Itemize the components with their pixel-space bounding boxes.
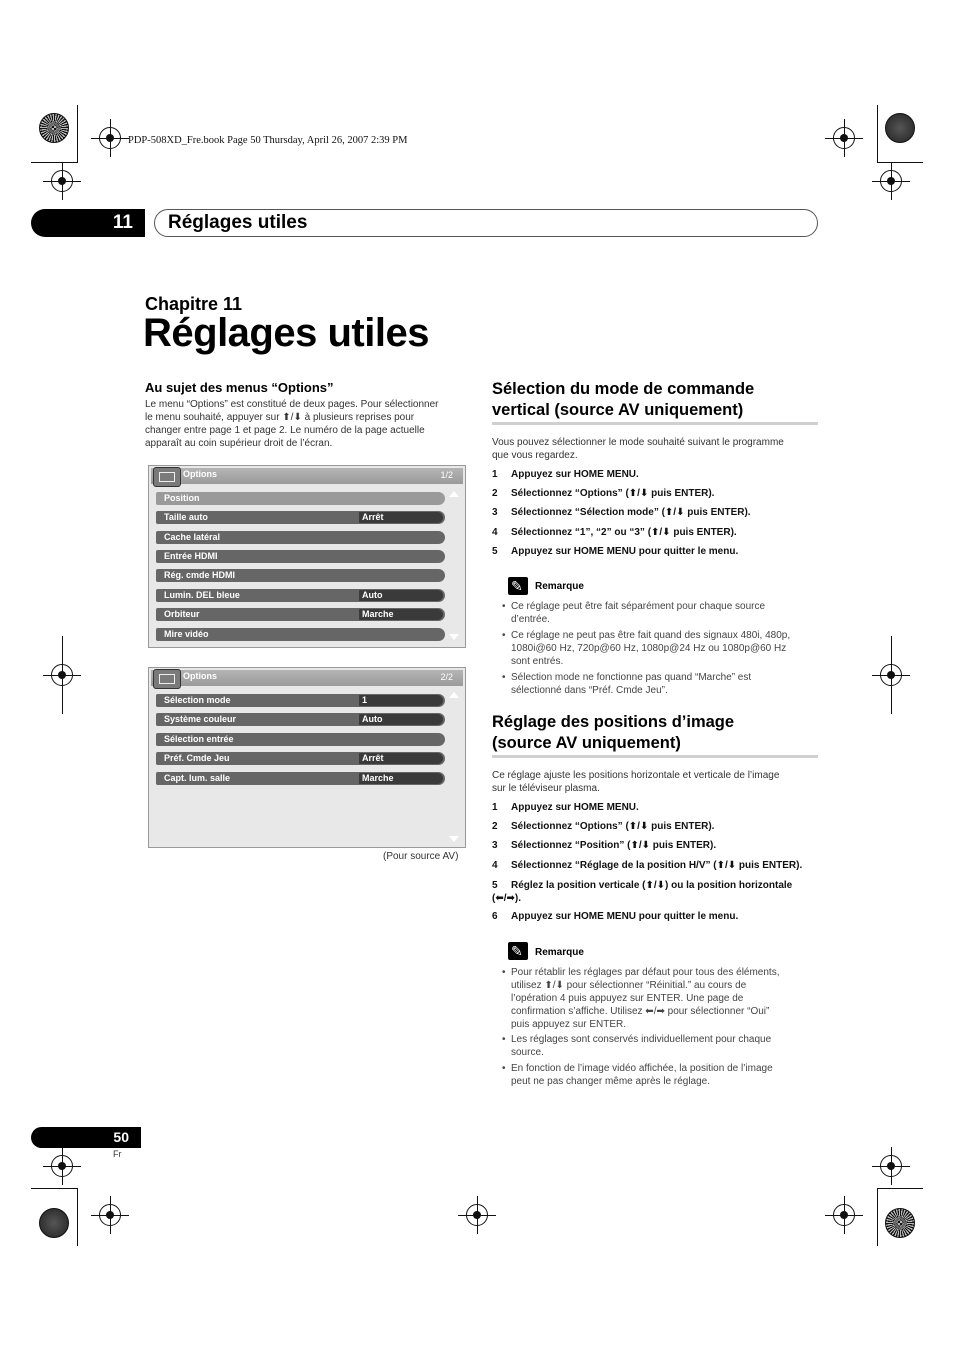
section-divider bbox=[492, 755, 818, 758]
section-title-selection-mode: Sélection du mode de commande vertical (source AV uniquement) bbox=[492, 380, 755, 419]
menu-title: Options bbox=[183, 671, 217, 681]
crop-line bbox=[877, 1188, 923, 1189]
crosshair-mark bbox=[833, 1204, 855, 1226]
crosshair-mark bbox=[880, 170, 902, 192]
tv-menu-icon bbox=[153, 669, 181, 689]
menu-item-value: 1 bbox=[359, 695, 443, 706]
note-label: Remarque bbox=[535, 581, 584, 592]
menu-item-value: Auto bbox=[359, 714, 443, 725]
note-bullet: • Ce réglage ne peut pas être fait quand des signaux 480i, 480p, 1080i@60 Hz, 720p@60 Hz, 1080p@24 Hz ou 1080p@60 Hz sont entrés. bbox=[511, 629, 821, 668]
scroll-down-arrow-icon[interactable] bbox=[449, 836, 459, 842]
menu-item-cache-lateral[interactable]: Cache latéral bbox=[156, 531, 445, 544]
options-paragraph: Le menu “Options” est constitué de deux pages. Pour sélectionner le menu souhaité, appuyer sur ⬆/⬇ à plusieurs reprises pour changer entre page 1 et page 2. Le numéro de la page actuelle apparaît au coin supérieur droit de l’écran. bbox=[145, 399, 439, 449]
menu-item-value: Marche bbox=[359, 773, 443, 784]
chapter-number: 11 bbox=[112, 212, 133, 233]
section-heading-options: Au sujet des menus “Options” bbox=[145, 380, 334, 395]
crosshair-mark bbox=[880, 1155, 902, 1177]
page-number-tab bbox=[31, 1127, 141, 1148]
menu-item-selection-mode[interactable]: Sélection mode 1 bbox=[156, 694, 445, 707]
crop-line bbox=[877, 105, 878, 163]
menu-item-value: Arrêt bbox=[359, 512, 443, 523]
menu-item-value: Auto bbox=[359, 590, 443, 601]
step-item: 2 Sélectionnez “Options” (⬆/⬇ puis ENTER). bbox=[492, 488, 715, 499]
menu-item-taille-auto[interactable]: Taille auto Arrêt bbox=[156, 511, 445, 524]
options-menu-page-1 bbox=[148, 465, 466, 648]
crop-line bbox=[877, 1188, 878, 1246]
crop-line bbox=[31, 1188, 77, 1189]
menu-item-pref-cmde-jeu[interactable]: Préf. Cmde Jeu Arrêt bbox=[156, 752, 445, 765]
page-number: 50 bbox=[113, 1129, 129, 1145]
crop-line bbox=[877, 162, 923, 163]
crosshair-mark bbox=[51, 170, 73, 192]
step-item: 2 Sélectionnez “Options” (⬆/⬇ puis ENTER). bbox=[492, 821, 715, 832]
menu-page-indicator: 2/2 bbox=[440, 672, 453, 682]
note-bullet: • Sélection mode ne fonctionne pas quand “Marche” est sélectionné dans “Préf. Cmde Jeu”. bbox=[511, 671, 821, 697]
crop-line bbox=[77, 105, 78, 163]
registration-sunburst-bottom-right bbox=[885, 1208, 915, 1238]
step-item: 5 Réglez la position verticale (⬆/⬇) ou la position horizontale (⬅/➡). bbox=[492, 880, 793, 904]
crop-line bbox=[62, 636, 63, 714]
crop-line bbox=[77, 1188, 78, 1246]
menu-item-capt-lum-salle[interactable]: Capt. lum. salle Marche bbox=[156, 772, 445, 785]
step-item: 3 Sélectionnez “Sélection mode” (⬆/⬇ puis ENTER). bbox=[492, 507, 751, 518]
options-menu-page-2 bbox=[148, 667, 466, 848]
book-info-line: PDP-508XD_Fre.book Page 50 Thursday, April 26, 2007 2:39 PM bbox=[128, 135, 408, 146]
menu-item-mire-video[interactable]: Mire vidéo bbox=[156, 628, 445, 641]
language-code: Fr bbox=[113, 1149, 122, 1159]
menu-item-entree-hdmi[interactable]: Entrée HDMI bbox=[156, 550, 445, 563]
menu-page-indicator: 1/2 bbox=[440, 470, 453, 480]
crop-line bbox=[31, 162, 77, 163]
tv-menu-icon bbox=[153, 467, 181, 487]
step-item: 5 Appuyez sur HOME MENU pour quitter le menu. bbox=[492, 546, 739, 557]
crosshair-mark bbox=[51, 1155, 73, 1177]
note-bullet: • Pour rétablir les réglages par défaut pour tous des éléments, utilisez ⬆/⬇ pour sélectionner “Réinitial.” au cours de l’opération 4 puis appuyez sur ENTER. Une page de confirmation s’affiche. Utilisez ⬅/➡ pour sélectionner “Oui” puis appuyez sur ENTER. bbox=[511, 966, 821, 1031]
scroll-up-arrow-icon[interactable] bbox=[449, 491, 459, 497]
menu-item-lumin-del-bleue[interactable]: Lumin. DEL bleue Auto bbox=[156, 589, 445, 602]
section1-intro: Vous pouvez sélectionner le mode souhaité suivant le programme que vous regardez. bbox=[492, 437, 784, 461]
registration-sunburst-top-left bbox=[39, 113, 69, 143]
crosshair-mark bbox=[833, 127, 855, 149]
menu-item-value: Marche bbox=[359, 609, 443, 620]
menu-item-selection-entree[interactable]: Sélection entrée bbox=[156, 733, 445, 746]
menu-item-position[interactable]: Position bbox=[156, 492, 445, 505]
note-pencil-icon bbox=[508, 942, 528, 960]
step-item: 4 Sélectionnez “Réglage de la position H/V” (⬆/⬇ puis ENTER). bbox=[492, 860, 803, 871]
registration-sunburst-top-right bbox=[885, 113, 915, 143]
menu-item-value: Arrêt bbox=[359, 753, 443, 764]
menu-caption: (Pour source AV) bbox=[383, 851, 459, 862]
section-divider bbox=[492, 422, 818, 425]
scroll-up-arrow-icon[interactable] bbox=[449, 692, 459, 698]
crop-line bbox=[891, 636, 892, 714]
menu-item-reg-cmde-hdmi[interactable]: Rég. cmde HDMI bbox=[156, 569, 445, 582]
registration-sunburst-bottom-left bbox=[39, 1208, 69, 1238]
step-item: 1 Appuyez sur HOME MENU. bbox=[492, 469, 639, 480]
chapter-title-header: Réglages utiles bbox=[168, 212, 308, 233]
chapter-number-tab bbox=[31, 209, 145, 237]
step-item: 1 Appuyez sur HOME MENU. bbox=[492, 802, 639, 813]
note-bullet: • Ce réglage peut être fait séparément pour chaque source d’entrée. bbox=[511, 600, 821, 626]
step-item: 4 Sélectionnez “1”, “2” ou “3” (⬆/⬇ puis ENTER). bbox=[492, 527, 737, 538]
chapter-label: Chapitre 11 bbox=[145, 294, 243, 314]
crosshair-mark bbox=[99, 1204, 121, 1226]
note-bullet: • En fonction de l’image vidéo affichée, la position de l’image peut ne pas changer même après le réglage. bbox=[511, 1062, 821, 1088]
chapter-title-bar bbox=[154, 209, 818, 237]
section-title-positions-image: Réglage des positions d’image (source AV uniquement) bbox=[492, 713, 735, 752]
menu-item-systeme-couleur[interactable]: Système couleur Auto bbox=[156, 713, 445, 726]
note-bullet: • Les réglages sont conservés individuellement pour chaque source. bbox=[511, 1033, 821, 1059]
step-item: 3 Sélectionnez “Position” (⬆/⬇ puis ENTER). bbox=[492, 840, 717, 851]
crosshair-mark bbox=[99, 127, 121, 149]
page-title: Réglages utiles bbox=[143, 311, 429, 355]
note-pencil-icon bbox=[508, 577, 528, 595]
menu-title: Options bbox=[183, 469, 217, 479]
section2-intro: Ce réglage ajuste les positions horizontale et verticale de l’image sur le téléviseur plasma. bbox=[492, 770, 780, 794]
note-label: Remarque bbox=[535, 947, 584, 958]
scroll-down-arrow-icon[interactable] bbox=[449, 634, 459, 640]
crosshair-mark bbox=[466, 1204, 488, 1226]
menu-item-orbiteur[interactable]: Orbiteur Marche bbox=[156, 608, 445, 621]
step-item: 6 Appuyez sur HOME MENU pour quitter le menu. bbox=[492, 911, 739, 922]
